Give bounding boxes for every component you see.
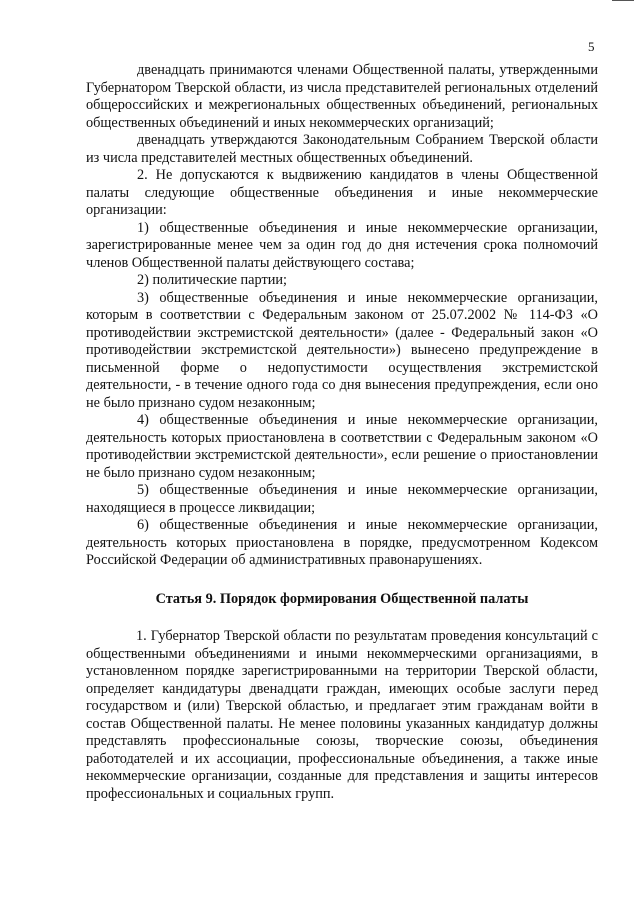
list-item-3: 3) общественные объединения и иные некоммерческие организации, которым в соответствии с Федеральным законом от 25.07.2002 № 114-ФЗ «О противодействии экстремистской деятельности» (далее - Федеральный закон «О противодействии экстремистской деятельности») вынесено предупреждение в письменной форме о недопустимости осуществления экстремистской деятельности, - в течение одного года со дня вынесения предупреждения, если оно не было признано судом незаконным; <box>86 289 598 411</box>
scan-edge-mark <box>612 0 634 1</box>
article-heading: Статья 9. Порядок формирования Общественной палаты <box>155 590 529 607</box>
document-body <box>86 62 598 803</box>
article-paragraph-1: 1. Губернатор Тверской области по результатам проведения консультаций с общественными объединениями и иными некоммерческими организациями, в установленном порядке зарегистрированными на территории Тверской области, определяет кандидатуры двенадцати граждан, имеющих особые заслуги перед государством и (или) Тверской областью, и предлагает этим гражданам войти в состав Общественной палаты. Не менее половины указанных кандидатур должны представлять профессиональные союзы, творческие союзы, объединения работодателей и их ассоциации, профессиональные объединения, а также иные некоммерческие организации, созданные для представления и защиты интересов профессиональных и социальных групп. <box>86 628 598 802</box>
page-number: 5 <box>588 39 595 54</box>
list-item-4: 4) общественные объединения и иные некоммерческие организации, деятельность которых приостановлена в соответствии с Федеральным законом «О противодействии экстремистской деятельности», если решение о приостановлении не было признано судом незаконным; <box>86 412 598 481</box>
list-item-2: 2) политические партии; <box>137 272 288 288</box>
list-item-6: 6) общественные объединения и иные некоммерческие организации, деятельность которых приостановлена в порядке, предусмотренном Кодексом Российской Федерации об административных правонарушениях. <box>86 517 598 568</box>
paragraph-legislative-assembly: двенадцать утверждаются Законодательным Собранием Тверской области из числа представителей местных общественных объединений. <box>86 132 598 166</box>
list-item-5: 5) общественные объединения и иные некоммерческие организации, находящиеся в процессе ликвидации; <box>86 482 598 516</box>
paragraph-item-2: 2. Не допускаются к выдвижению кандидатов в члены Общественной палаты следующие общественные объединения и иные некоммерческие организации: <box>86 167 598 218</box>
list-item-1: 1) общественные объединения и иные некоммерческие организации, зарегистрированные менее чем за один год до дня истечения срока полномочий членов Общественной палаты действующего состава; <box>86 219 598 271</box>
paragraph-chamber-members: двенадцать принимаются членами Общественной палаты, утвержденными Губернатором Тверской области, из числа представителей региональных отделений общероссийских и межрегиональных общественных объединений, региональных общественных объединений и иных некоммерческих организаций; <box>86 62 598 131</box>
